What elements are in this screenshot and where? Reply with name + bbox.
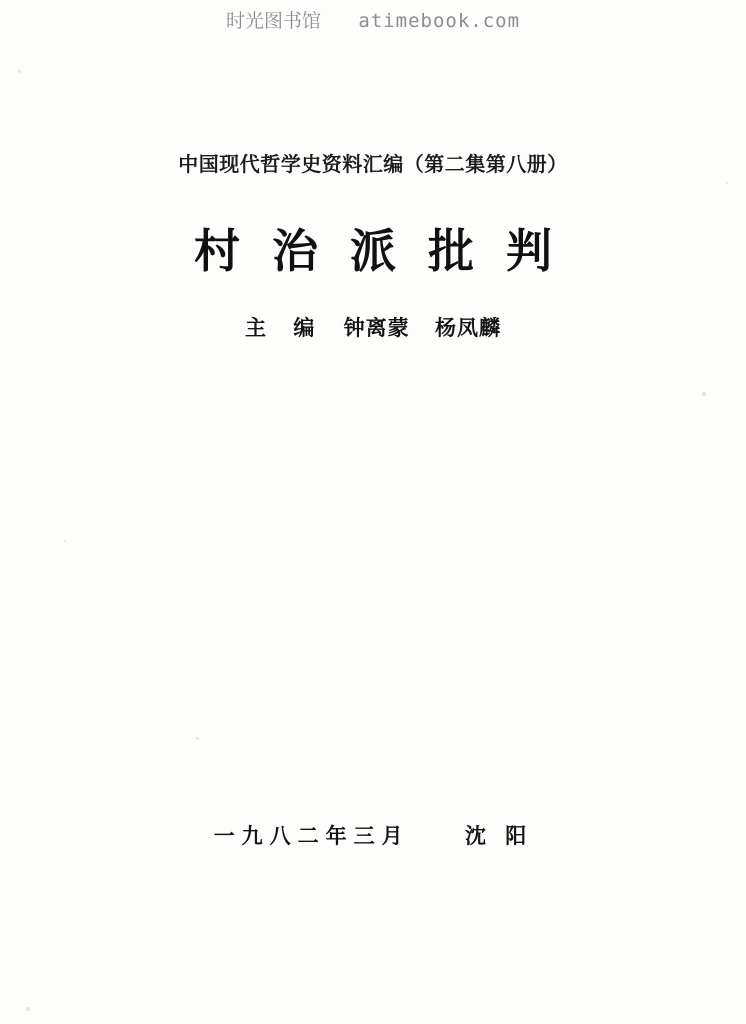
editor-name-1: 钟离蒙 bbox=[343, 315, 410, 340]
paper-speckle bbox=[26, 1007, 30, 1011]
paper-speckle bbox=[702, 392, 706, 396]
watermark-chinese-label: 时光图书馆 bbox=[225, 10, 321, 32]
series-subtitle: 中国现代哲学史资料汇编（第二集第八册） bbox=[178, 152, 568, 176]
page-title: 村治派批判 bbox=[194, 224, 584, 278]
paper-speckle bbox=[726, 182, 728, 184]
watermark-url: atimebook.com bbox=[358, 10, 521, 32]
site-watermark bbox=[0, 6, 746, 33]
paper-speckle bbox=[18, 70, 21, 73]
watermark-spacer bbox=[333, 10, 345, 32]
publication-date: 一九八二年三月 bbox=[213, 823, 410, 848]
paper-speckle bbox=[64, 540, 66, 542]
imprint-line bbox=[0, 820, 746, 850]
editor-name-2: 杨凤麟 bbox=[434, 315, 501, 340]
paper-speckle bbox=[196, 737, 199, 740]
editor-role-label: 主 编 bbox=[245, 315, 325, 340]
publication-place: 沈 阳 bbox=[465, 823, 533, 848]
editors-line bbox=[0, 312, 746, 342]
